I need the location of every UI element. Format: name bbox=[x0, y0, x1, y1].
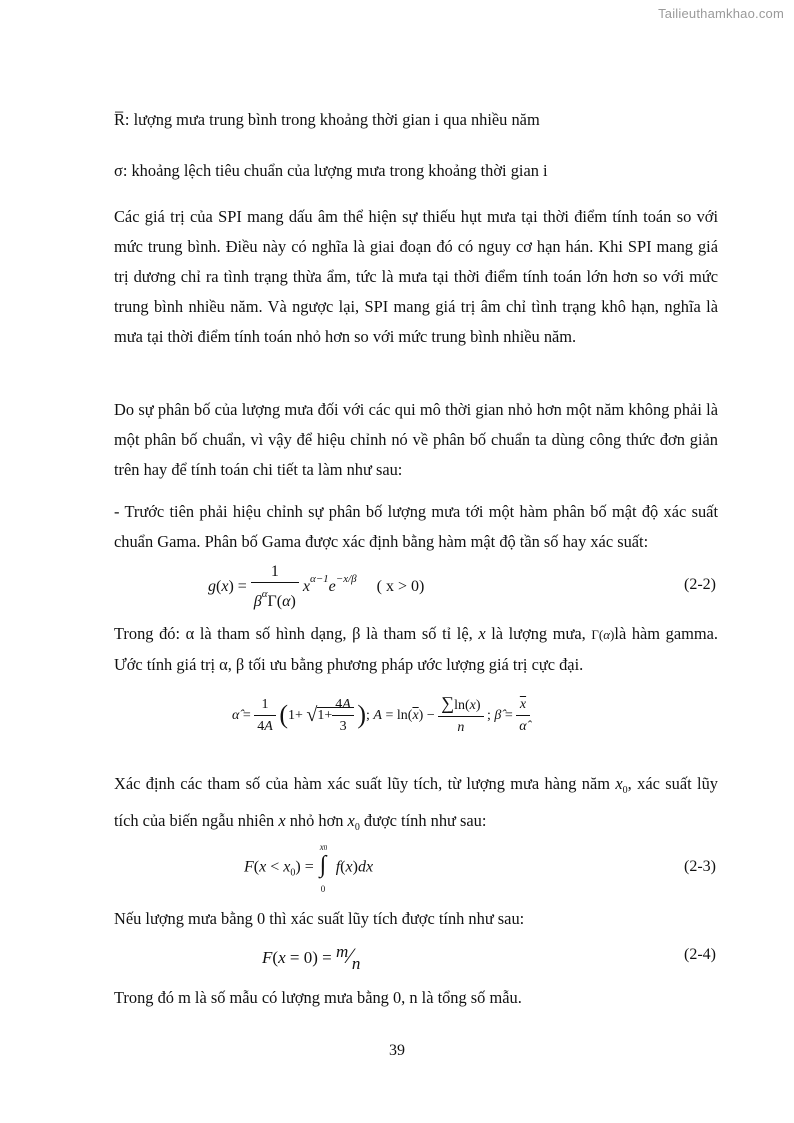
paragraph-m-n: Trong đó m là số mẫu có lượng mưa bằng 0, n là tổng số mẫu. bbox=[114, 988, 522, 1007]
trong-do-text-a: Trong đó: α là tham số hình dạng, β là tham số tỉ lệ, bbox=[114, 624, 479, 643]
equation-alpha-beta: α̂ = $\frac{1}{4A}$ (1+ √1+ $\frac{4A}{3}$ ); $A = \ln(\overline{x})$ − $\frac{\sum\ln(x)}{n}$ ; β̂ = $\frac{\overline{x}}{\alphâ}$ bbox=[232, 693, 530, 739]
definition-sigma: σ: khoảng lệch tiêu chuẩn của lượng mưa trong khoảng thời gian i bbox=[114, 161, 548, 180]
equation-number-2-2: (2-2) bbox=[684, 576, 716, 593]
condition-x-positive: ( x > 0) bbox=[376, 578, 425, 596]
paragraph-trong-do: Trong đó: α là tham số hình dạng, β là tham số tỉ lệ, x là lượng mưa, Γ(α)là hàm gamma. Ước tính giá trị α, β tối ưu bằng phương pháp ước lượng giá trị cực đại. bbox=[114, 624, 718, 674]
trong-do-text-b: là lượng mưa, bbox=[485, 624, 592, 643]
equation-number-2-4: (2-4) bbox=[684, 946, 716, 963]
cumulative-text-c: nhỏ hơn bbox=[285, 811, 348, 830]
cumulative-text-d: được tính như sau: bbox=[359, 811, 487, 830]
cumulative-text-a: Xác định các tham số của hàm xác suất lũy tích, từ lượng mưa hàng năm bbox=[114, 774, 616, 793]
paragraph-spi: Các giá trị của SPI mang dấu âm thể hiện sự thiếu hụt mưa tại thời điểm tính toán so với mức trung bình. Điều này có nghĩa là giai đoạn đó có nguy cơ hạn hán. Khi SPI mang giá trị dương chỉ ra tình trạng thừa ẩm, tức là mưa tại thời điểm tính toán lớn hơn so với mức trung bình nhiều năm. Và ngược lại, SPI mang giá trị âm chỉ tình trạng khô hạn, nghĩa là mưa tại thời điểm tính toán nhỏ hơn so với mức trung bình nhiều năm. bbox=[114, 207, 718, 346]
cumulative-text-b: , xác suất lũy tích của biến ngẫu nhiên bbox=[114, 774, 718, 830]
paragraph-distribution: Do sự phân bố của lượng mưa đối với các qui mô thời gian nhỏ hơn một năm không phải là một phân bố chuẩn, vì vậy để hiệu chỉnh nó về phân bố chuẩn ta dùng công thức đơn giản trên hay để tính toán chi tiết ta làm như sau: bbox=[114, 400, 718, 479]
definition-rbar: R̅: lượng mưa trung bình trong khoảng thời gian i qua nhiều năm bbox=[114, 110, 540, 129]
paragraph-cumulative: Xác định các tham số của hàm xác suất lũy tích, từ lượng mưa hàng năm $x_0$, xác suất lũy tích của biến ngẫu nhiên x nhỏ hơn $x_0$ được tính như sau: bbox=[114, 774, 718, 833]
equation-cumulative-integral: $F(x < x_0)$ = x0 ∫ 0 f(x)dx bbox=[244, 842, 374, 894]
paragraph-gamma-intro: - Trước tiên phải hiệu chỉnh sự phân bố lượng mưa tới một hàm phân bố mật độ xác suất chuẩn Gama. Phân bố Gama được xác định bằng hàm mật độ tần số hay xác suất: bbox=[114, 502, 718, 551]
equation-gamma-density: g(x) = $\frac{1}{\beta^\alpha\Gamma(\alpha)}$ $x^{\alpha-1}e^{-x/\beta}$ ( x > 0) bbox=[208, 563, 425, 610]
equation-number-2-3: (2-3) bbox=[684, 858, 716, 875]
trong-do-text-c: là hàm gamma. Ước tính giá trị α, β tối ưu bằng phương pháp ước lượng giá trị cực đại. bbox=[114, 624, 718, 674]
equation-zero-probability: F(x = 0) = m⁄n bbox=[262, 942, 361, 973]
paragraph-zero-rain: Nếu lượng mưa bằng 0 thì xác suất lũy tích được tính như sau: bbox=[114, 909, 525, 928]
page-number: 39 bbox=[389, 1042, 405, 1059]
watermark: Tailieuthamkhao.com bbox=[658, 6, 784, 21]
